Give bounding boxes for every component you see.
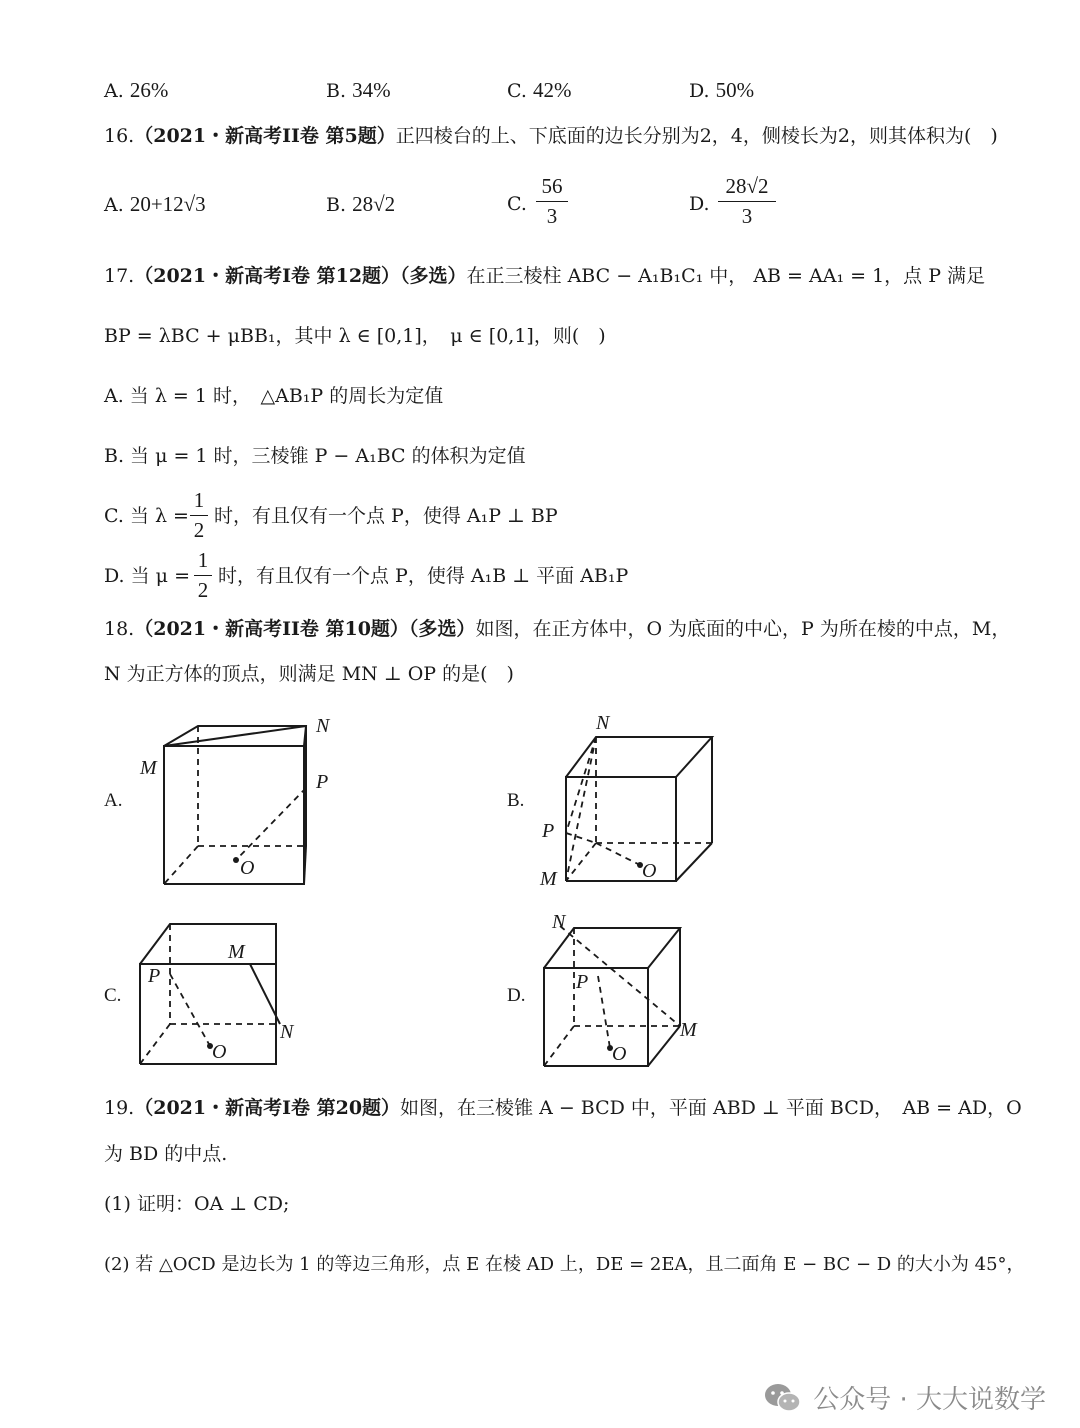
q18-fig-c-label: C. <box>104 985 122 1006</box>
q17-option-d-post: 时，有且仅有一个点 P，使得 A₁B ⊥ 平面 AB₁P <box>218 565 629 587</box>
q16-option-d-fraction: 28√2 3 <box>718 174 776 229</box>
q17-option-d-half: 1 2 <box>194 548 212 603</box>
q17-stem-line1: 17.（2021・新高考I卷 第12题）（多选）在正三棱柱 ABC − A₁B₁C₁ 中， AB = AA₁ = 1，点 P 满足 <box>104 265 986 287</box>
q17-stem-line2: BP = λBC + μBB₁，其中 λ ∈ [0,1]， μ ∈ [0,1]，则( ) <box>104 325 606 347</box>
q17-option-c-post: 时，有且仅有一个点 P，使得 A₁P ⊥ BP <box>214 505 558 527</box>
fig-b-point-m: M <box>540 868 557 890</box>
q18-stem-line2: N 为正方体的顶点，则满足 MN ⊥ OP 的是( ) <box>104 663 514 685</box>
q19-part-2: (2) 若 △OCD 是边长为 1 的等边三角形，点 E 在棱 AD 上，DE = 2EA，且二面角 E − BC − D 的大小为 45°， <box>104 1254 1025 1275</box>
fig-c-point-m: M <box>228 941 245 963</box>
q19-stem-line2: 为 BD 的中点. <box>104 1143 228 1165</box>
q17-option-d-pre: D. 当 μ = <box>104 565 190 587</box>
fig-b-point-o: O <box>642 860 657 882</box>
fig-a-point-n: N <box>316 715 330 737</box>
cube-figure-a <box>130 708 350 898</box>
fig-a-point-p: P <box>316 771 329 793</box>
fig-c-point-o: O <box>212 1041 227 1063</box>
q16-stem: 16.（2021・新高考II卷 第5题）正四棱台的上、下底面的边长分别为2，4，侧棱长为2，则其体积为( ) <box>104 125 998 147</box>
q16-option-c-label: C. <box>507 193 527 215</box>
q18-fig-d-label: D. <box>507 985 526 1006</box>
wechat-icon <box>763 1381 803 1415</box>
q19-part-1: (1) 证明：OA ⊥ CD; <box>104 1193 290 1215</box>
q15-option-d: D. 50% <box>689 78 755 102</box>
q16-option-c-fraction: 56 3 <box>536 174 568 229</box>
q19-stem-line1: 19.（2021・新高考I卷 第20题）如图，在三棱锥 A − BCD 中，平面 ABD ⊥ 平面 BCD， AB = AD，O <box>104 1097 1022 1119</box>
q17-option-c-pre: C. 当 λ = <box>104 505 189 527</box>
q17-option-c-half: 1 2 <box>190 488 208 543</box>
q15-option-c: C. 42% <box>507 78 572 102</box>
q17-option-a: A. 当 λ = 1 时， △AB₁P 的周长为定值 <box>104 385 444 407</box>
fig-d-point-m: M <box>680 1019 697 1041</box>
fig-b-point-n: N <box>596 712 610 734</box>
cube-figure-d <box>532 912 732 1072</box>
fig-a-point-o: O <box>240 857 255 879</box>
watermark: 公众号 · 大大说数学 <box>763 1379 1046 1416</box>
cube-figure-c <box>130 918 330 1078</box>
fig-d-point-n: N <box>552 912 566 933</box>
fig-b-point-p: P <box>542 820 555 842</box>
fig-c-point-p: P <box>148 965 161 987</box>
q16-option-b: B. 28√2 <box>326 192 396 216</box>
fig-d-point-o: O <box>612 1043 627 1065</box>
fig-d-point-p: P <box>576 971 589 993</box>
q18-stem-line1: 18.（2021・新高考II卷 第10题）（多选）如图，在正方体中，O 为底面的中心，P 为所在棱的中点，M， <box>104 618 1011 640</box>
q18-fig-b-label: B. <box>507 790 525 811</box>
q17-option-b: B. 当 μ = 1 时，三棱锥 P − A₁BC 的体积为定值 <box>104 445 526 467</box>
q15-option-a: A. 26% <box>104 78 169 102</box>
q18-fig-a-label: A. <box>104 790 123 811</box>
cube-figure-b <box>532 705 732 895</box>
fig-a-point-m: M <box>140 757 157 779</box>
q16-option-d-label: D. <box>689 193 710 215</box>
fig-c-point-n: N <box>280 1021 294 1043</box>
q15-option-b: B. 34% <box>326 78 391 102</box>
q16-option-a: A. 20+12√3 <box>104 192 206 216</box>
